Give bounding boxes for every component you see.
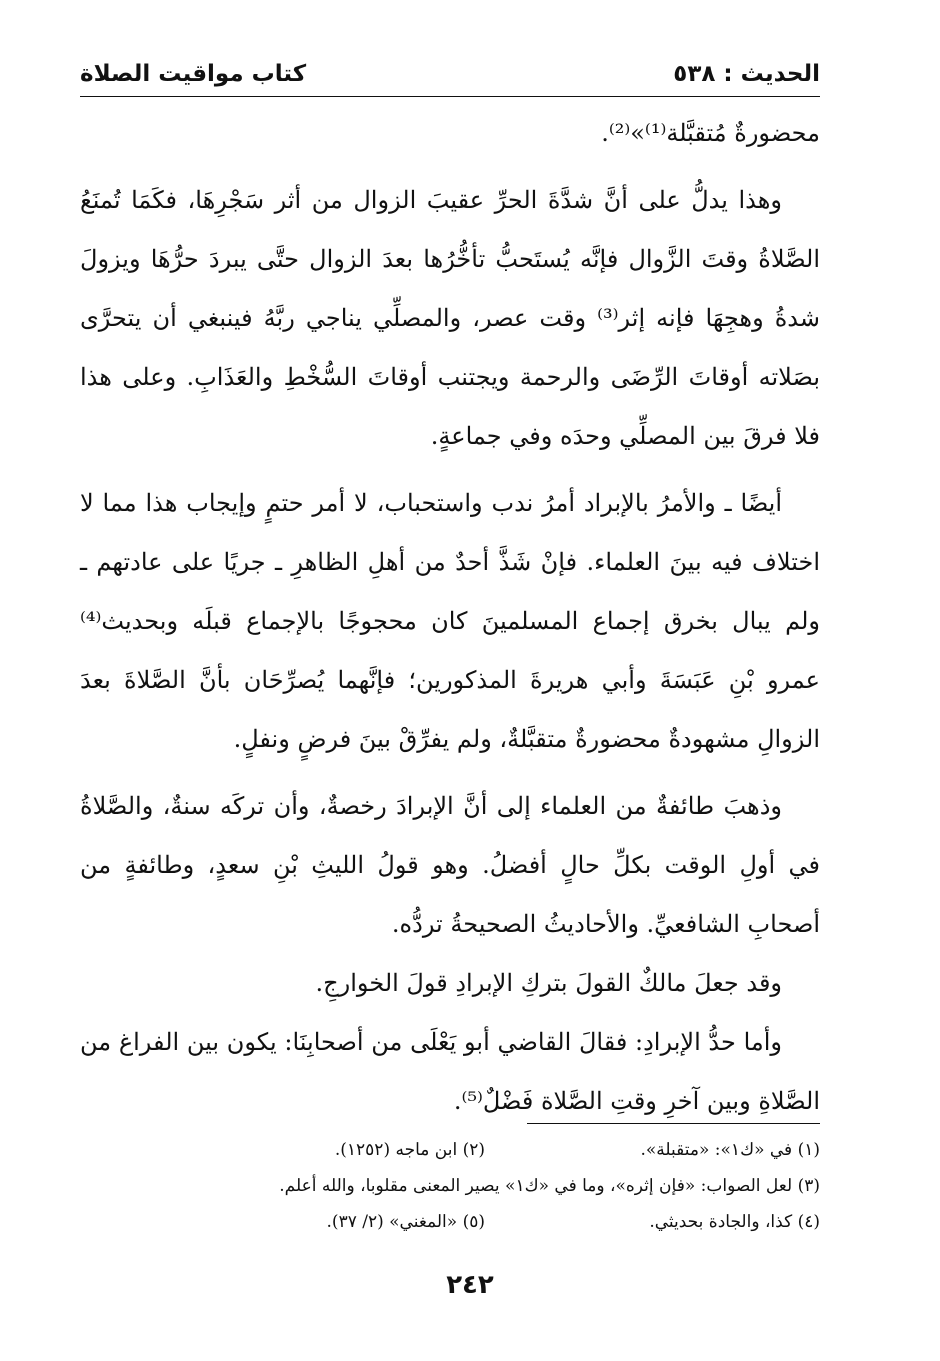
footnote-4: (٤) كذا، والجادة بحديثي. [649,1212,820,1232]
footnote-row-1 [80,1132,820,1168]
paragraph-5: وقد جعلَ مالكٌ القولَ بتركِ الإبرادِ قولَ الخوارجِ. [315,969,782,997]
paragraph-3: أيضًا ـ والأمرُ بالإبراد أمرُ ندب واستحباب، لا أمر حتمٍ وإيجاب هذا مما لا اختلاف فيه بينَ العلماء. فإنْ شَذَّ أحدٌ من أهلِ الظاهرِ ـ جريًا على عادتهم ـ ولم يبال بخرق إجماع المسلمينَ كان محجوجًا بالإجماع قبلَه وبحديث⁽⁴⁾ عمرو بْنِ عَبَسَةَ وأبي هريرةَ المذكورين؛ فإنَّهما يُصرِّحَان بأنَّ الصَّلاةَ بعدَ الزوالِ مشهودةٌ محضورةٌ متقبَّلةٌ، ولم يفرِّقْ بينَ فرضٍ ونفلٍ. [80,489,820,753]
header-rule [80,96,820,97]
footnote-rule [527,1123,820,1124]
book-title: كتاب مواقيت الصلاة [80,61,307,87]
footnote-row-2 [80,1168,820,1204]
footnote-1: (١) في «ك١»: «متقبلة». [640,1140,820,1160]
paragraph-6: وأما حدُّ الإبرادِ: فقالَ القاضي أبو يَعْلَى من أصحابِنَا: يكون بين الفراغ من الصَّلاةِ وبين آخرِ وقتِ الصَّلاة فَضْلٌ⁽⁵⁾. [80,1028,820,1115]
footnote-2: (٢) ابن ماجه (١٢٥٢). [334,1140,485,1160]
footnote-3: (٣) لعل الصواب: «فإن إثره»، وما في «ك١» يصير المعنى مقلوبا، والله أعلم. [279,1176,820,1196]
paragraph-1: محضورةٌ مُتقبَّلة⁽¹⁾»⁽²⁾. [601,119,820,147]
page-number: ٢٤٢ [446,1270,494,1300]
main-text [80,104,820,1131]
paragraph-2: وهذا يدلُّ على أنَّ شدَّةَ الحرِّ عقيبَ الزوال من أثر سَجْرِهَا، فكَمَا تُمنَعُ الصَّلاةُ وقتَ الزَّوال فإنَّه يُستَحبُّ تأخُّرُها بعدَ الزوال حتَّى يبردَ حرُّهَا ويزولَ شدةُ وهجِهَا فإنه إثر⁽³⁾ وقت عصر، والمصلِّي يناجي ربَّهُ فينبغي أن يتحرَّى بصَلاته أوقاتَ الرِّضَى والرحمة ويجتنب أوقاتَ السُّخْطِ والعَذَابِ. وعلى هذا فلا فرقَ بين المصلِّي وحدَه وفي جماعةٍ. [80,186,820,450]
paragraph-4: وذهبَ طائفةٌ من العلماء إلى أنَّ الإبرادَ رخصةٌ، وأن تركَه سنةٌ، والصَّلاةُ في أولِ الوقت بكلِّ حالٍ أفضلُ. وهو قولُ الليثِ بْنِ سعدٍ، وطائفةٍ من أصحابِ الشافعيِّ. والأحاديثُ الصحيحةُ تردُّه. [80,792,820,938]
footnote-5: (٥) «المغني» (٢/ ٣٧). [326,1212,485,1232]
running-header [80,54,820,94]
footnote-row-3 [80,1204,820,1240]
hadith-number: الحديث : ٥٣٨ [673,61,820,87]
footnotes [80,1132,820,1240]
